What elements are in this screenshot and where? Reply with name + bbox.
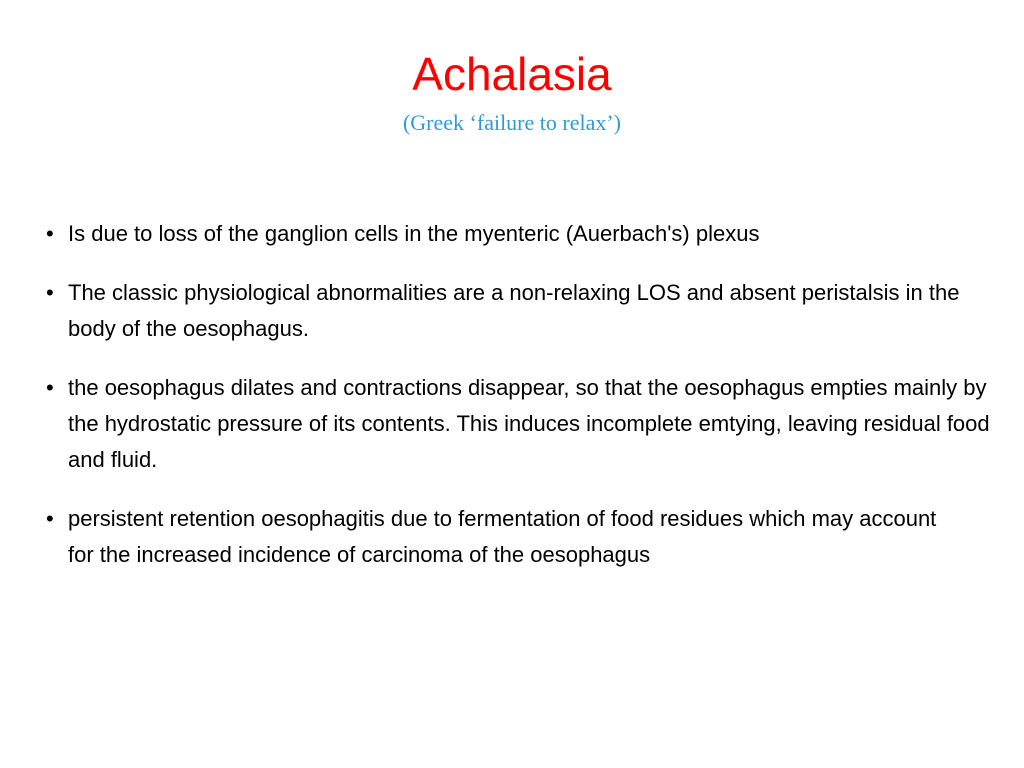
bullet-icon: • — [46, 280, 54, 305]
slide-subtitle: (Greek ‘failure to relax’) — [402, 110, 622, 135]
slide-title: Achalasia — [412, 48, 612, 100]
bullet-text: the oesophagus dilates and contractions disappear, so that the oesophagus empties mainly by the hydrostatic pressure of its contents. This induces incomplete emtying, leaving residual food and fluid. — [68, 375, 990, 472]
bullet-item — [46, 501, 938, 573]
bullet-item — [46, 275, 968, 347]
bullet-icon: • — [46, 506, 54, 531]
bullet-item — [46, 370, 1008, 478]
bullet-icon: • — [46, 375, 54, 400]
bullet-item — [46, 216, 858, 252]
bullet-text: persistent retention oesophagitis due to fermentation of food residues which may account for the increased incidence of carcinoma of the oesophagus — [68, 506, 937, 567]
bullet-icon: • — [46, 221, 54, 246]
bullet-text: Is due to loss of the ganglion cells in the myenteric (Auerbach's) plexus — [68, 221, 760, 246]
bullet-list — [46, 216, 1006, 596]
bullet-text: The classic physiological abnormalities are a non-relaxing LOS and absent peristalsis in the body of the oesophagus. — [68, 280, 960, 341]
